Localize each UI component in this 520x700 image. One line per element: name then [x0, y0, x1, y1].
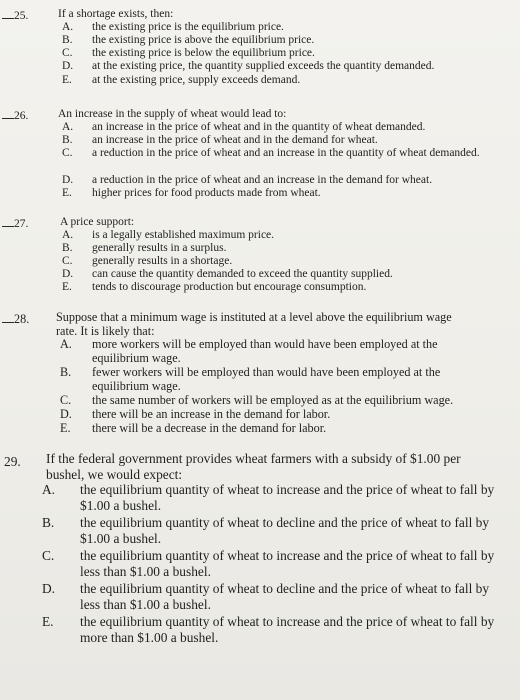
exam-page: 25. If a shortage exists, then: A. the existing price is the equilibrium price. B. the existing price is above the equilibrium price. C. the existing price is below the equilibrium price. D. at the existing price, the quantity supplied exceeds the quantity demanded. E. at the existing price, supply exceeds demand. 26. An increase in the supply of wheat would lead to: A. an increase in the price of wheat and in the quantity of wheat demanded. B. an increase in the price of wheat and in the demand for wheat. C. a reduction in the price of wheat and an increase in the quantity of wheat demanded. D. a reduction in the price of wheat and an increase in the demand for wheat. E. higher prices for food products made from wheat. 27. A price support: A. is a legally established maximum price. B. generally results in a surplus. C. generally results in a shortage. D. can cause the quantity demanded to exceed the quantity supplied. E. tends to discourage production but encourage consumption. 28. Suppose that a minimum wage is instituted at a level above the equilibrium wage rate. It is likely that: A. more workers will be employed than would have been employed at the equilibrium wage. B. fewer workers will be employed than would have been employed at the equilibrium wage. C. the same number of workers will be employed as at the equilibrium wage. D. there will be an increase in the demand for labor. E. there will be a decrease in the demand for labor. 29. If the federal government provides wheat farmers with a subsidy of $1.00 per bushel, we would expect: A. the equilibrium quantity of wheat to increase and the price of wheat to fall by $1.00 a bushel. B. the equilibrium quantity of wheat to decline and the price of wheat to fall by $1.00 a bushel. C. the equilibrium quantity of wheat to increase and the price of wheat to fall by less than $1.00 a bushel. D. the equilibrium quantity of wheat to decline and the price of wheat to fall by less than $1.00 a bushel. E. the equilibrium quantity of wheat to increase and the price of wheat to fall by more than $1.00 a bushel.	[4, 8, 495, 645]
question-stem: An increase in the supply of wheat would lead to:	[58, 108, 287, 120]
answer-blank[interactable]	[2, 216, 14, 227]
question-number: 28.	[2, 312, 29, 327]
answer-blank[interactable]	[2, 312, 14, 323]
question-number: 29.	[4, 454, 21, 469]
question-number: 27.	[2, 216, 28, 231]
answer-blank[interactable]	[2, 8, 14, 19]
question-number: 25.	[2, 8, 28, 23]
question-stem: If the federal government provides wheat farmers with a subsidy of $1.00 per bushel, we would expect:	[46, 451, 461, 482]
question-number: 26.	[2, 108, 28, 123]
answer-blank[interactable]	[2, 108, 14, 119]
question-stem: A price support:	[60, 216, 135, 228]
question-stem: If a shortage exists, then:	[58, 8, 174, 20]
question-stem: Suppose that a minimum wage is instituted at a level above the equilibrium wage rate. It is likely that:	[56, 310, 452, 338]
